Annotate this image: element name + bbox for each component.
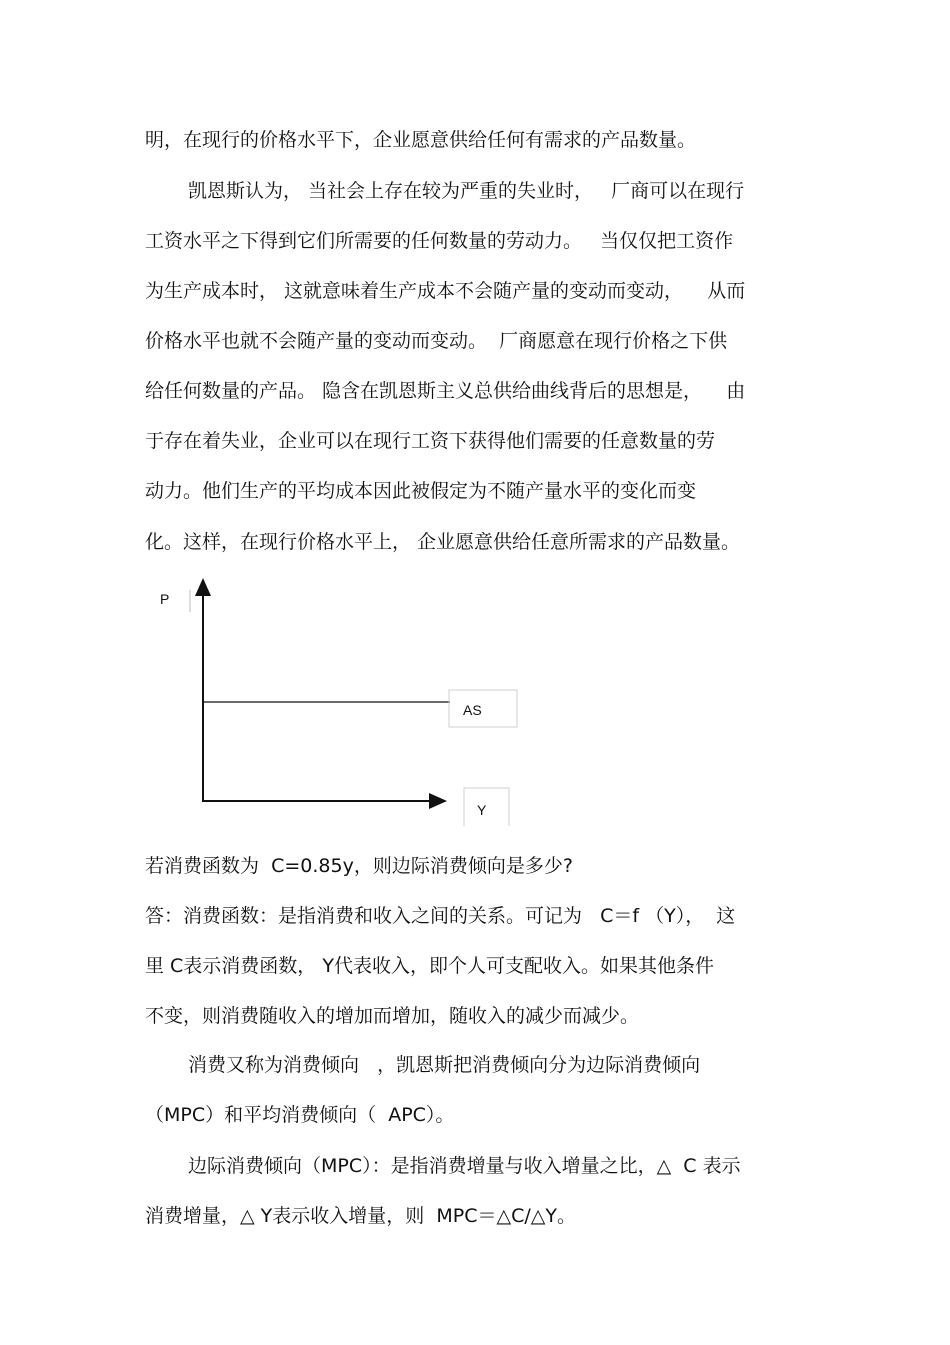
text-line: 工资水平之下得到它们所需要的任何数量的劳动力。 当仅仅把工资作: [145, 230, 734, 252]
question-line: 若消费函数为 C=0.85y，则边际消费倾向是多少?: [145, 855, 573, 877]
text-line: 价格水平也就不会随产量的变动而变动。 厂商愿意在现行价格之下供: [145, 330, 728, 352]
as-label-box: [449, 690, 517, 727]
text-line: 明，在现行的价格水平下，企业愿意供给任何有需求的产品数量。: [145, 129, 697, 151]
answer-line: 答：消费函数：是指消费和收入之间的关系。可记为 C＝f （Y）， 这: [145, 905, 736, 927]
answer-line: 里 C表示消费函数， Y代表收入，即个人可支配收入。如果其他条件: [145, 955, 714, 977]
text-line: 凯恩斯认为， 当社会上存在较为严重的失业时， 厂商可以在现行: [188, 180, 745, 202]
text-line: 为生产成本时， 这就意味着生产成本不会随产量的变动而变动， 从而: [145, 280, 746, 302]
text-line: 化。这样，在现行价格水平上， 企业愿意供给任意所需求的产品数量。: [145, 531, 741, 553]
answer-line: 不变，则消费随收入的增加而增加，随收入的减少而减少。: [145, 1005, 640, 1027]
y-label-box: [464, 788, 509, 826]
answer-line: 消费又称为消费倾向 ，凯恩斯把消费倾向分为边际消费倾向: [188, 1054, 701, 1076]
as-curve-label: AS: [463, 702, 482, 718]
answer-line: （MPC）和平均消费倾向（ APC）。: [145, 1104, 455, 1126]
answer-line: 边际消费倾向（MPC）：是指消费增量与收入增量之比，△ C 表示: [188, 1155, 741, 1177]
y-axis-label: P: [160, 591, 170, 607]
text-line: 动力。他们生产的平均成本因此被假定为不随产量水平的变化而变: [145, 480, 697, 502]
text-line: 给任何数量的产品。 隐含在凯恩斯主义总供给曲线背后的思想是， 由: [145, 380, 746, 402]
x-axis-label: Y: [477, 802, 487, 818]
answer-line: 消费增量，△ Y表示收入增量，则 MPC＝△C/△Y。: [145, 1205, 576, 1227]
text-line: 于存在着失业，企业可以在现行工资下获得他们需要的任意数量的劳: [145, 430, 716, 452]
